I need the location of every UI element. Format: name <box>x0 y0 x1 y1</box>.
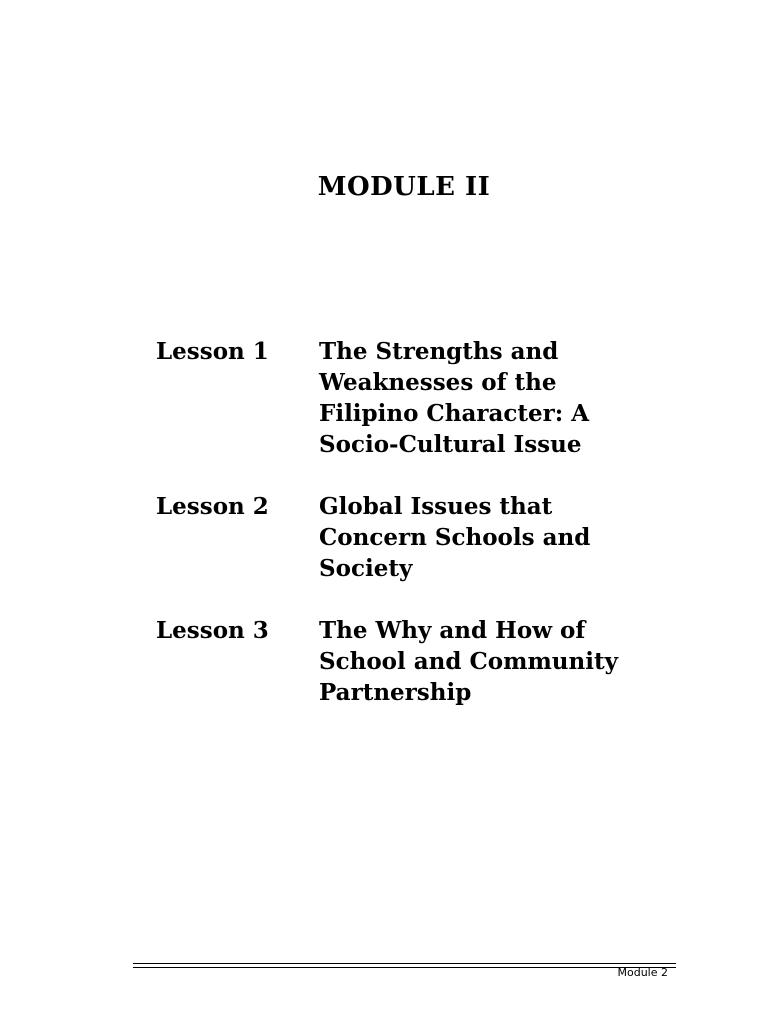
lesson-title-line: Concern Schools and <box>319 524 591 551</box>
footer-module-label: Module 2 <box>617 966 668 979</box>
lesson-title-line: The Strengths and <box>319 338 559 365</box>
lesson-row-2 <box>156 491 676 584</box>
lesson-title <box>319 336 629 460</box>
lesson-label: Lesson 3 <box>156 617 269 644</box>
lesson-title-line: School and Community <box>319 648 618 675</box>
lesson-title-line: Global Issues that <box>319 493 553 520</box>
lesson-list <box>156 336 676 739</box>
lesson-label: Lesson 2 <box>156 493 269 520</box>
lesson-row-1 <box>156 336 676 460</box>
footer-divider-bottom <box>133 967 676 968</box>
lesson-label: Lesson 1 <box>156 338 269 365</box>
module-title: MODULE II <box>317 172 491 202</box>
lesson-title-line: Society <box>319 555 413 582</box>
lesson-row-3 <box>156 615 676 708</box>
lesson-title-line: Socio-Cultural Issue <box>319 431 582 458</box>
lesson-title-line: Filipino Character: A <box>319 400 590 427</box>
lesson-title-line: Partnership <box>319 679 472 706</box>
footer-divider-top <box>133 963 676 964</box>
lesson-title <box>319 615 629 708</box>
lesson-title <box>319 491 629 584</box>
lesson-title-line: The Why and How of <box>319 617 586 644</box>
lesson-title-line: Weaknesses of the <box>319 369 557 396</box>
